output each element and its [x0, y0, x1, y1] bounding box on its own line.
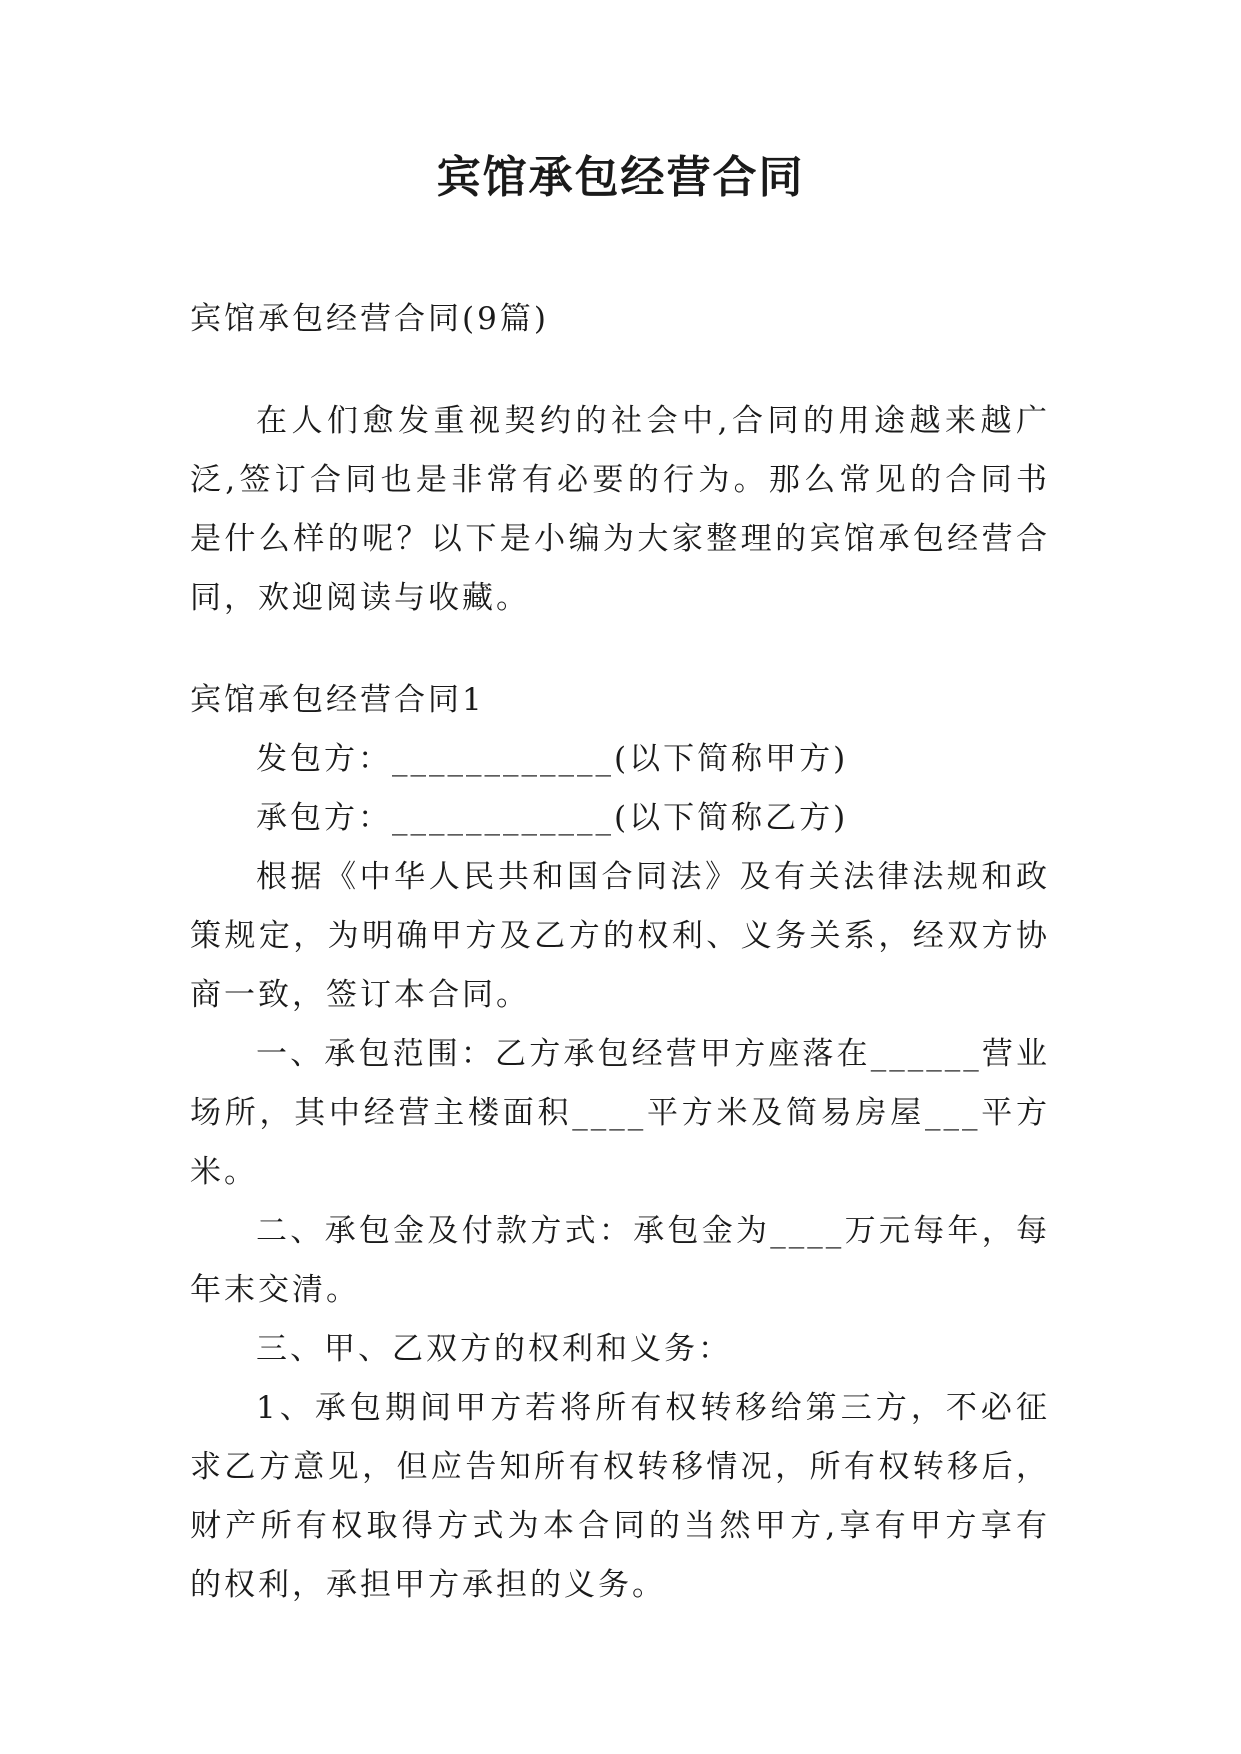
clause-payment: 二、承包金及付款方式：承包金为____万元每年，每年末交清。: [190, 1213, 1050, 1308]
clause-rights-item-1: 1、承包期间甲方若将所有权转移给第三方，不必征求乙方意见，但应告知所有权转移情况，所有权转移后，财产所有权取得方式为本合同的当然甲方,享有甲方享有的权利，承担甲方承担的义务。: [190, 1390, 1050, 1603]
document-title: 宾馆承包经营合同: [436, 152, 805, 203]
document-body: [190, 290, 1050, 1615]
section-title: 宾馆承包经营合同1: [190, 682, 485, 718]
spacer: [190, 349, 1050, 392]
preamble-paragraph: 根据《中华人民共和国合同法》及有关法律法规和政策规定，为明确甲方及乙方的权利、义务关系，经双方协商一致，签订本合同。: [190, 859, 1050, 1013]
party-a-line: 发包方：____________(以下简称甲方): [256, 741, 849, 777]
party-b-line: 承包方：____________(以下简称乙方): [256, 800, 849, 836]
clause-rights-heading: 三、甲、乙双方的权利和义务：: [256, 1331, 732, 1367]
intro-paragraph: 在人们愈发重视契约的社会中,合同的用途越来越广泛,签订合同也是非常有必要的行为。那么常见的合同书是什么样的呢？以下是小编为大家整理的宾馆承包经营合同，欢迎阅读与收藏。: [190, 403, 1050, 616]
document-subtitle: 宾馆承包经营合同(9篇): [190, 301, 549, 337]
clause-scope: 一、承包范围：乙方承包经营甲方座落在______营业场所，其中经营主楼面积____平方米及简易房屋___平方米。: [190, 1036, 1050, 1190]
spacer: [190, 628, 1050, 671]
